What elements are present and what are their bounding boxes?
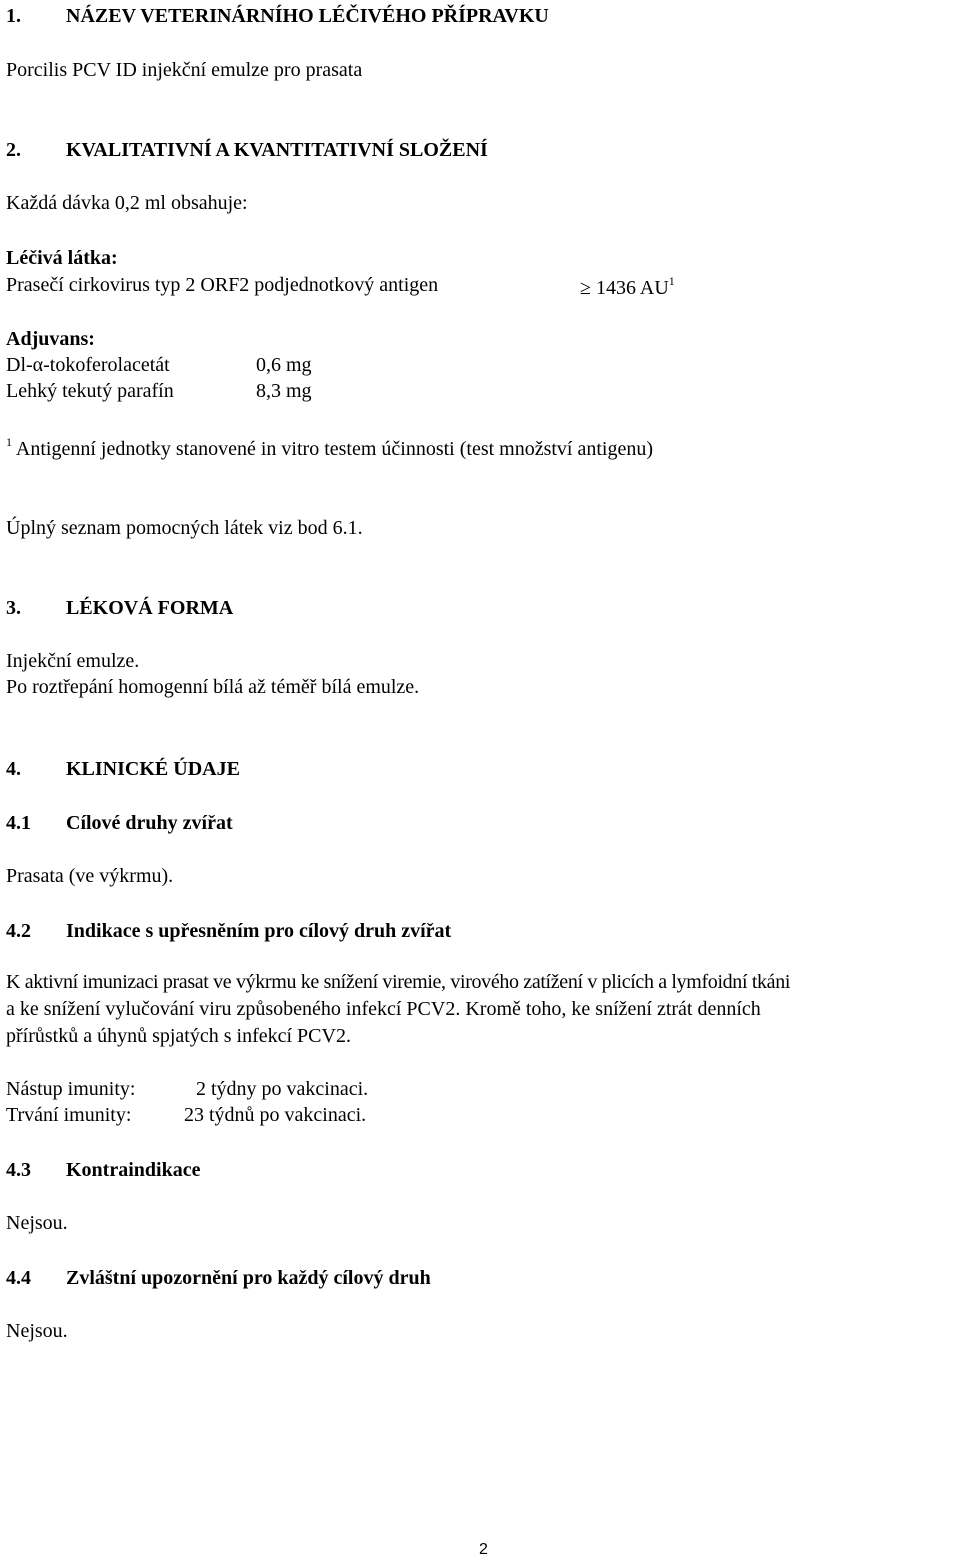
- adjuvant-heading: Adjuvans:: [6, 328, 95, 350]
- section-title: Zvláštní upozornění pro každý cílový druh: [66, 1267, 431, 1289]
- section-title: KLINICKÉ ÚDAJE: [66, 758, 240, 780]
- section-2-heading: [6, 140, 488, 160]
- target-species: Prasata (ve výkrmu).: [6, 865, 174, 887]
- section-title: KVALITATIVNÍ A KVANTITATIVNÍ SLOŽENÍ: [66, 139, 488, 161]
- section-title: Cílové druhy zvířat: [66, 812, 233, 834]
- adjuvant-1-name: Dl-α-tokoferolacetát: [6, 354, 170, 376]
- section-title: Indikace s upřesněním pro cílový druh zvířat: [66, 920, 452, 942]
- duration-value: 23 týdnů po vakcinaci.: [184, 1104, 367, 1126]
- section-number: 4.1: [6, 812, 31, 834]
- active-substance-name: Prasečí cirkovirus typ 2 ORF2 podjednotkový antigen: [6, 274, 439, 296]
- section-number: 4.2: [6, 920, 31, 942]
- section-number: 4.3: [6, 1159, 31, 1181]
- form-line-2: Po roztřepání homogenní bílá až téměř bílá emulze.: [6, 676, 420, 698]
- footnote-reference: 1: [668, 274, 675, 288]
- section-number: 3.: [6, 597, 21, 619]
- footnote: [6, 436, 653, 459]
- amount-value: 1436 AU: [595, 277, 669, 299]
- section-number: 2.: [6, 139, 21, 161]
- footnote-mark: 1: [6, 435, 12, 449]
- section-4-1-heading: [6, 813, 233, 833]
- footnote-text: Antigenní jednotky stanovené in vitro testem účinnosti (test množství antigenu): [15, 438, 654, 460]
- contraindications-text: Nejsou.: [6, 1212, 68, 1234]
- adjuvant-1-amount: 0,6 mg: [256, 354, 312, 376]
- onset-value: 2 týdny po vakcinaci.: [196, 1078, 369, 1100]
- active-substance-amount: [580, 275, 675, 298]
- section-4-4-heading: [6, 1268, 431, 1288]
- section-title: LÉKOVÁ FORMA: [66, 597, 234, 619]
- page-number: 2: [479, 1541, 488, 1558]
- active-substance-heading: Léčivá látka:: [6, 247, 118, 269]
- duration-label: Trvání imunity:: [6, 1104, 132, 1126]
- section-4-heading: [6, 759, 240, 779]
- section-number: 4.4: [6, 1267, 31, 1289]
- form-line-1: Injekční emulze.: [6, 650, 140, 672]
- product-name: Porcilis PCV ID injekční emulze pro prasata: [6, 59, 363, 81]
- section-number: 4.: [6, 758, 21, 780]
- special-warnings-text: Nejsou.: [6, 1320, 68, 1342]
- section-title: Kontraindikace: [66, 1159, 201, 1181]
- section-4-2-heading: [6, 921, 451, 941]
- section-number: 1.: [6, 5, 21, 27]
- section-1-heading: [6, 6, 549, 26]
- dose-text: Každá dávka 0,2 ml obsahuje:: [6, 192, 248, 214]
- section-3-heading: [6, 598, 233, 618]
- adjuvant-2-name: Lehký tekutý parafín: [6, 380, 174, 402]
- indication-line-3: přírůstků a úhynů spjatých s infekcí PCV2.: [6, 1025, 351, 1047]
- indication-line-1: K aktivní imunizaci prasat ve výkrmu ke snížení viremie, virového zatížení v plicích a lymfoidní tkáni: [6, 971, 791, 993]
- onset-label: Nástup imunity:: [6, 1078, 136, 1100]
- excipients-reference: Úplný seznam pomocných látek viz bod 6.1.: [6, 517, 363, 539]
- section-4-3-heading: [6, 1160, 200, 1180]
- section-title: NÁZEV VETERINÁRNÍHO LÉČIVÉHO PŘÍPRAVKU: [66, 5, 549, 27]
- indication-line-2: a ke snížení vylučování viru způsobeného infekcí PCV2. Kromě toho, ke snížení ztrát denních: [6, 998, 761, 1020]
- adjuvant-2-amount: 8,3 mg: [256, 380, 312, 402]
- greater-or-equal-sign: ≥: [580, 277, 591, 299]
